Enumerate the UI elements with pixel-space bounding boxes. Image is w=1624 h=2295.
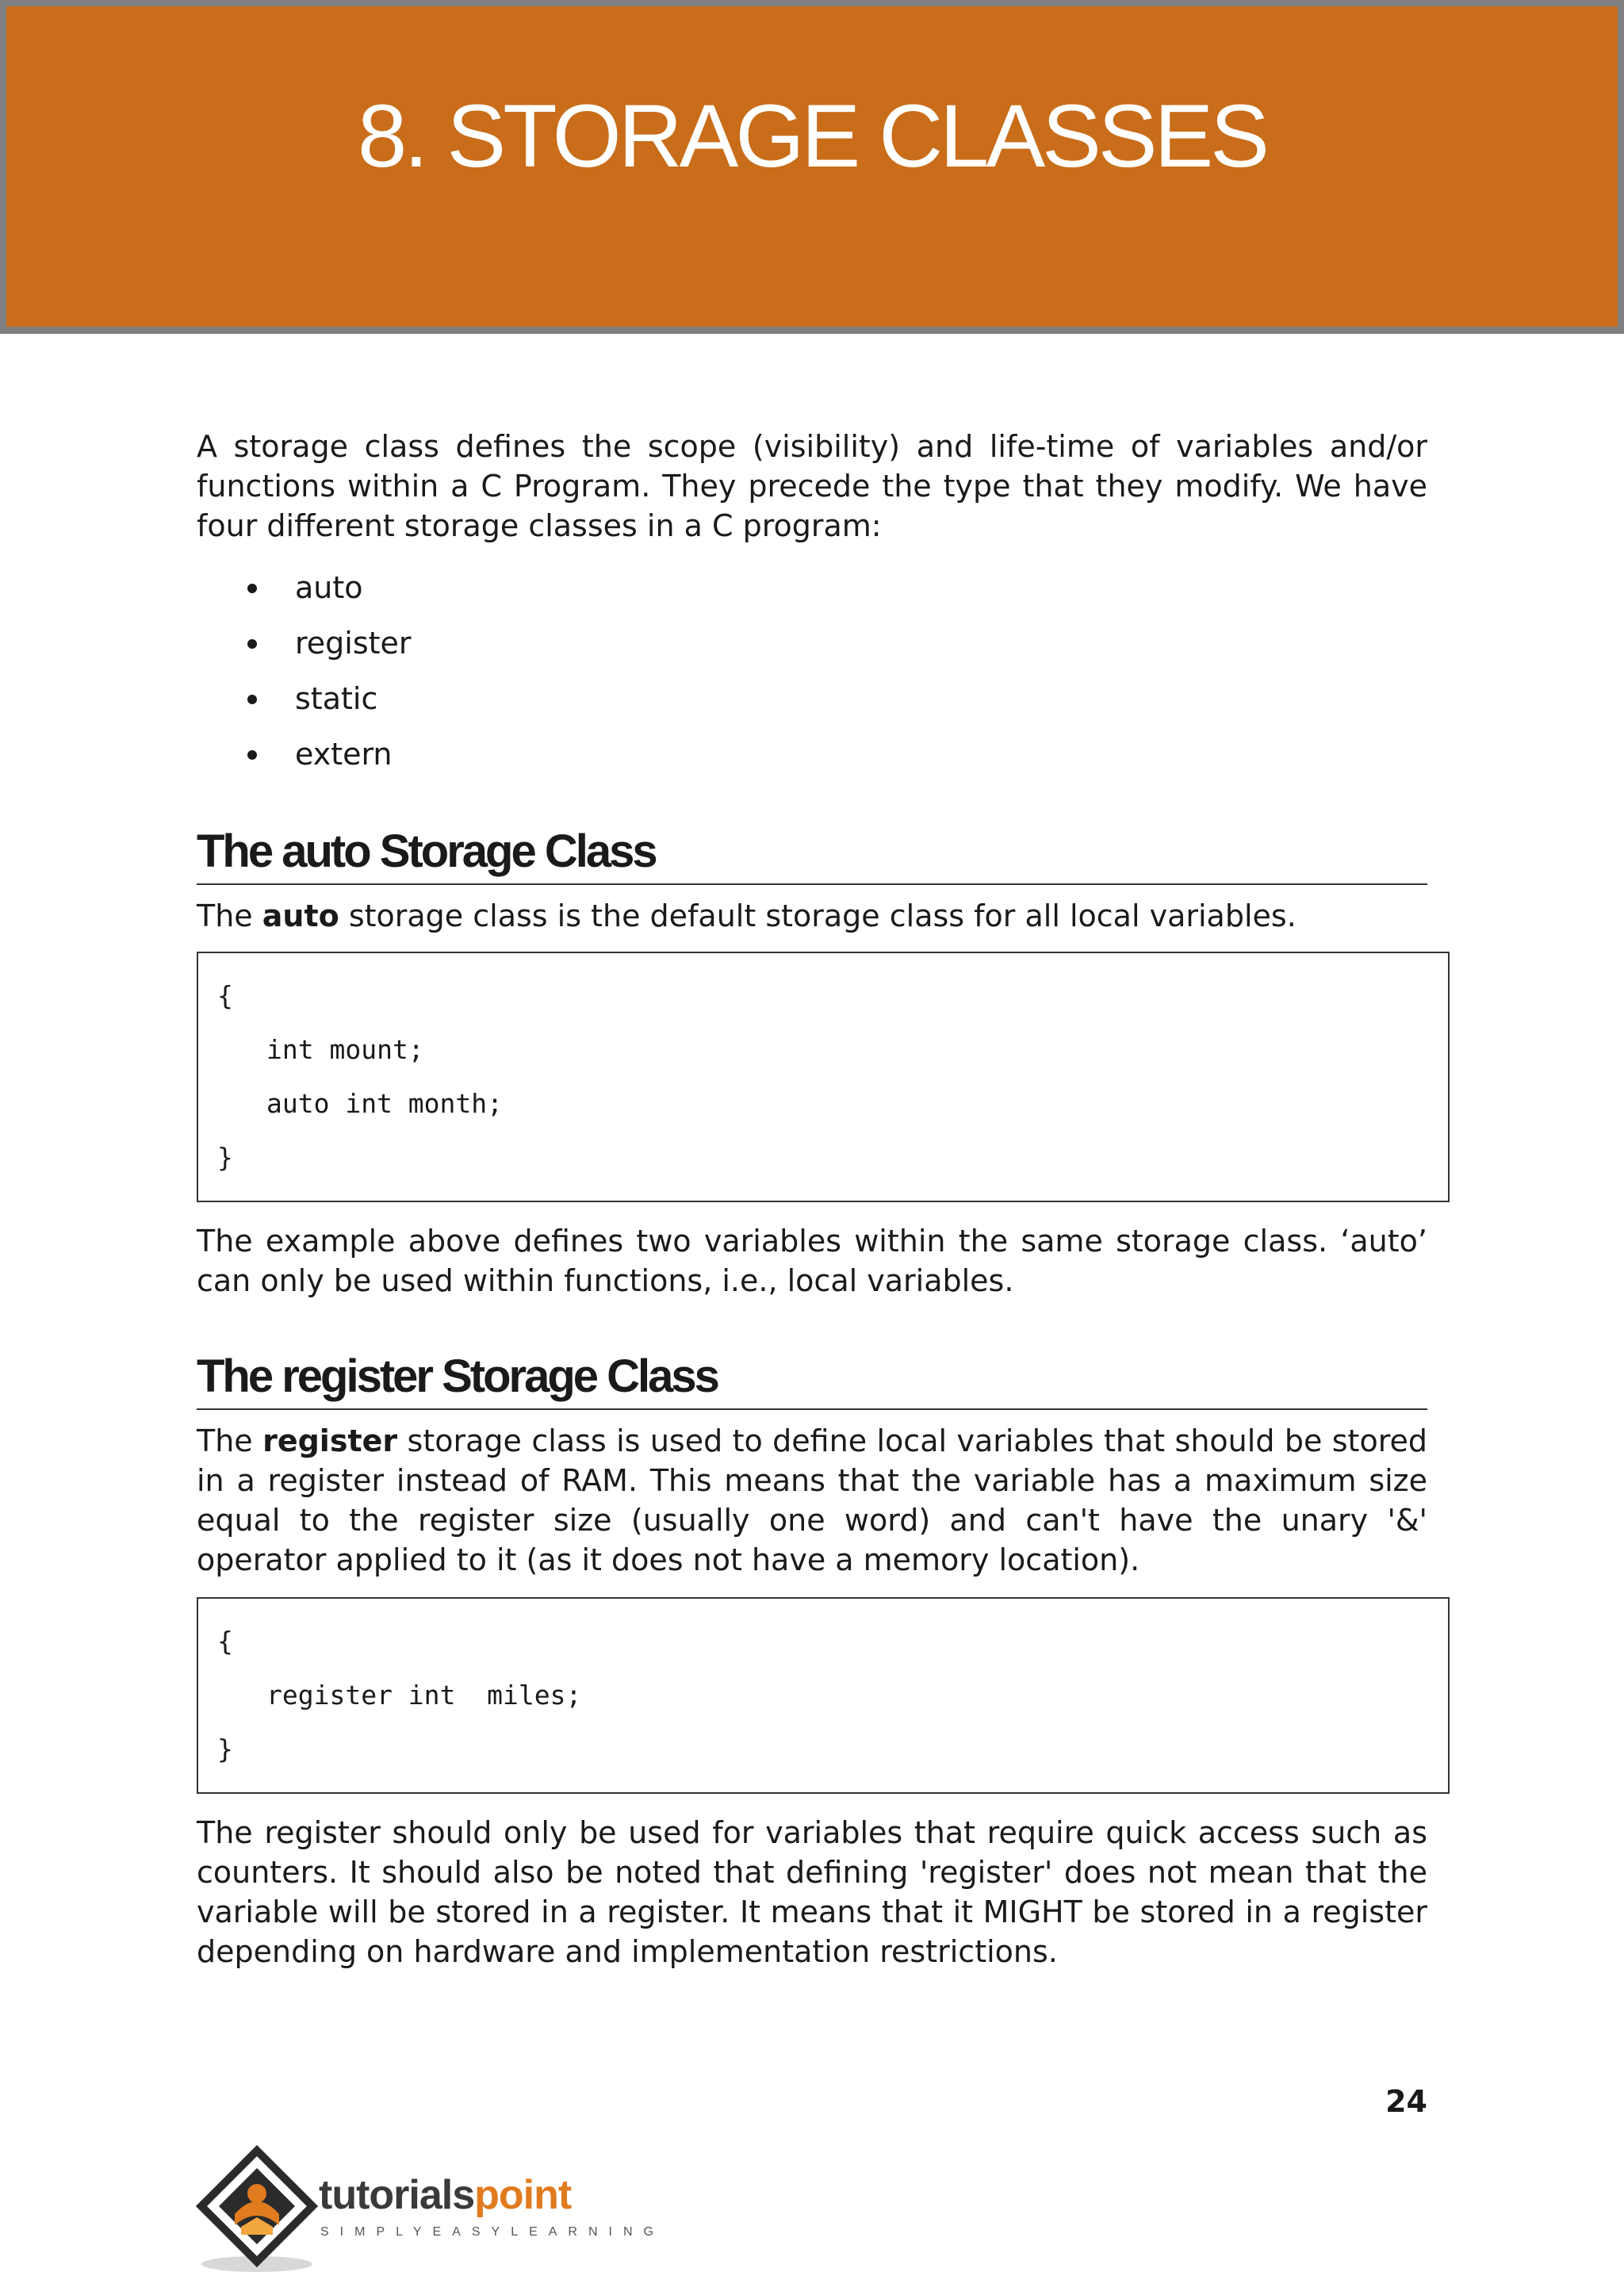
register-description: The register storage class is used to define local variables that should be stored in a register instead of RAM. This means that the variable has a maximum size equal to the register size (usually one word) and can't have the unary '&' operator applied to it (as it does not have a memory location). bbox=[197, 1423, 1427, 1577]
code-line: { bbox=[217, 1626, 233, 1657]
code-line: } bbox=[217, 1734, 233, 1764]
code-line: auto int month; bbox=[266, 1088, 504, 1119]
chapter-banner bbox=[0, 0, 1624, 334]
storage-class-list bbox=[197, 560, 1427, 782]
page-number: 24 bbox=[1385, 2084, 1427, 2119]
register-note: The register should only be used for variables that require quick access such as counters. It should also be noted that defining 'register' does not mean that the variable will be stored in a register. It means that it MIGHT be stored in a register depending on hardware and implementation restrictions. bbox=[197, 1815, 1427, 1969]
keyword-register: register bbox=[262, 1423, 398, 1458]
register-section-heading: The register Storage Class bbox=[197, 1348, 1427, 1410]
bullet-icon bbox=[247, 584, 257, 593]
auto-description: The auto storage class is the default storage class for all local variables. bbox=[197, 898, 1297, 933]
auto-section-heading: The auto Storage Class bbox=[197, 823, 1427, 885]
code-line: } bbox=[217, 1142, 233, 1173]
auto-note: The example above defines two variables within the same storage class. ‘auto’ can only be used within functions, i.e., local variables. bbox=[197, 1224, 1427, 1298]
keyword-auto: auto bbox=[262, 898, 339, 933]
list-item: auto bbox=[197, 560, 1427, 615]
register-code-block bbox=[197, 1597, 1450, 1794]
bullet-icon bbox=[247, 639, 257, 649]
logo-tagline: SIMPLYEASYLEARNING bbox=[320, 2225, 665, 2239]
logo-diamond-icon bbox=[193, 2141, 320, 2276]
logo-wordmark: tutorialspoint bbox=[319, 2172, 572, 2218]
code-line: { bbox=[217, 980, 233, 1011]
tutorialspoint-logo bbox=[193, 2141, 665, 2276]
list-item: static bbox=[197, 671, 1427, 726]
list-item: extern bbox=[197, 726, 1427, 782]
bullet-icon bbox=[247, 750, 257, 760]
intro-paragraph: A storage class defines the scope (visibility) and life-time of variables and/or functions within a C Program. They precede the type that they modify. We have four different storage classes in a C program: bbox=[197, 429, 1427, 543]
page-content bbox=[197, 427, 1427, 1971]
bullet-icon bbox=[247, 695, 257, 704]
code-line: int mount; bbox=[266, 1034, 424, 1065]
code-line: register int miles; bbox=[266, 1680, 582, 1711]
auto-code-block bbox=[197, 952, 1450, 1202]
list-item: register bbox=[197, 615, 1427, 671]
chapter-title: 8. STORAGE CLASSES bbox=[358, 86, 1266, 186]
